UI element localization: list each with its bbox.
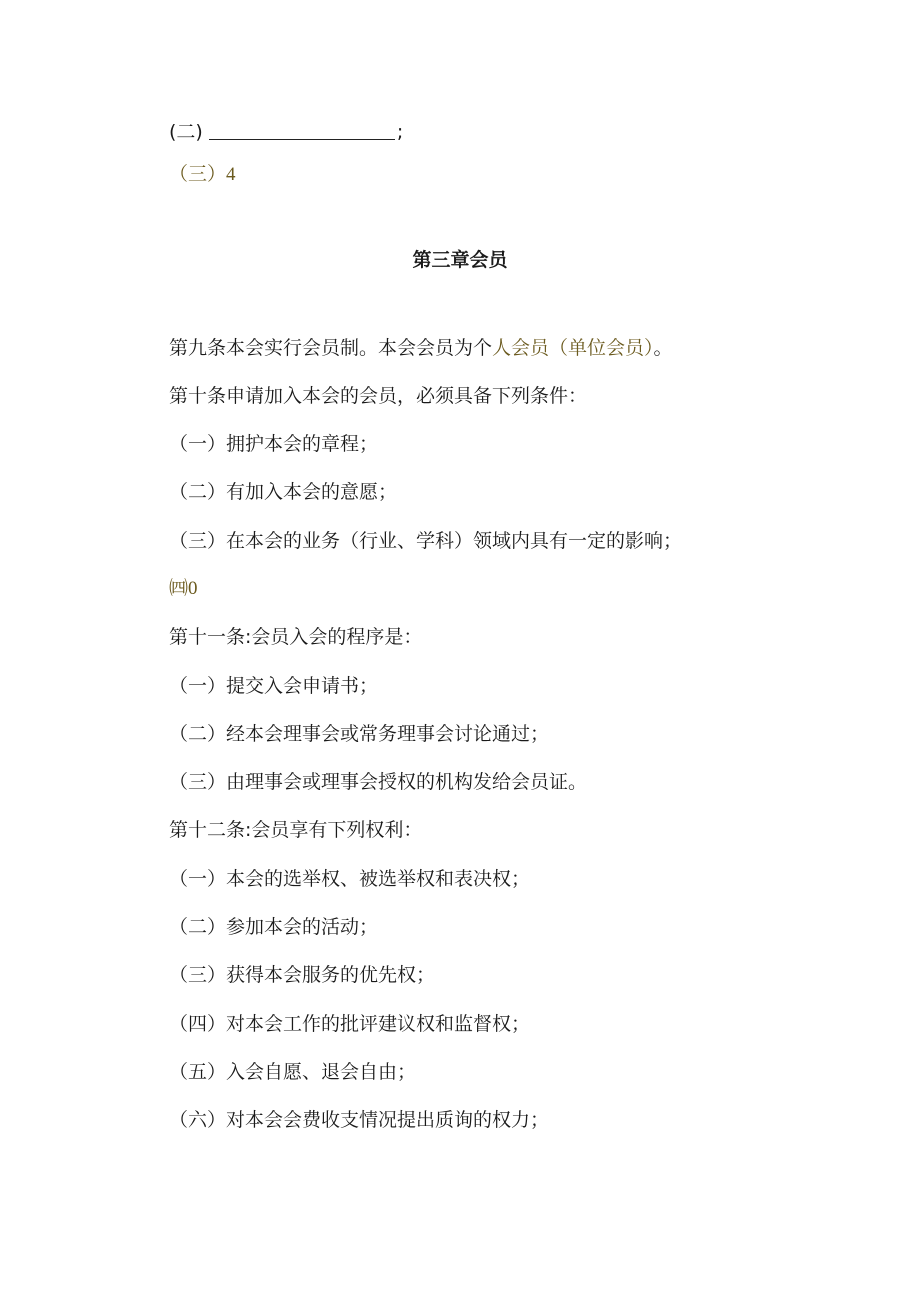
article-9-highlight: 人会员（单位会员） [492,337,654,359]
article-10-item-1: （一）拥护本会的章程； [169,433,379,455]
article-12-item-4: （四）对本会工作的批评建议权和监督权； [169,1013,531,1035]
article-9-end: 。 [653,337,673,359]
article-12-item-3: （三）获得本会服务的优先权； [169,964,436,986]
chapter-title: 第三章会员 [412,249,508,271]
blank-underline [209,121,395,140]
item-3-prefix: （三） [169,164,227,185]
item-2-prefix: (二) [169,121,203,143]
item-2-suffix: ; [396,121,404,143]
item-3-number: 4 [226,164,236,185]
article-9 [169,336,673,360]
article-12-item-5: （五）入会自愿、退会自由； [169,1061,417,1083]
item-3-numbered [169,163,236,187]
article-10-item-4-prefix: ㈣ [169,578,189,599]
article-9-text: 第九条本会实行会员制。本会会员为个 [169,337,493,359]
item-2-fill-blank [169,120,403,144]
article-11-item-3: （三）由理事会或理事会授权的机构发给会员证。 [169,771,588,793]
article-11-item-1: （一）提交入会申请书； [169,675,379,697]
article-12-item-2: （二）参加本会的活动； [169,916,379,938]
article-12: 第十二条:会员享有下列权利： [169,819,423,841]
article-12-item-6: （六）对本会会费收支情况提出质询的权力； [169,1109,550,1131]
article-10-item-3: （三）在本会的业务（行业、学科）领域内具有一定的影响； [169,530,683,552]
article-10-item-4-number: 0 [188,578,198,599]
article-11: 第十一条:会员入会的程序是： [169,626,423,648]
article-10: 第十条申请加入本会的会员，必须具备下列条件： [169,385,588,407]
article-12-item-1: （一）本会的选举权、被选举权和表决权； [169,868,531,890]
article-10-item-2: （二）有加入本会的意愿； [169,481,398,503]
article-10-item-4 [169,577,198,601]
article-11-item-2: （二）经本会理事会或常务理事会讨论通过； [169,723,550,745]
